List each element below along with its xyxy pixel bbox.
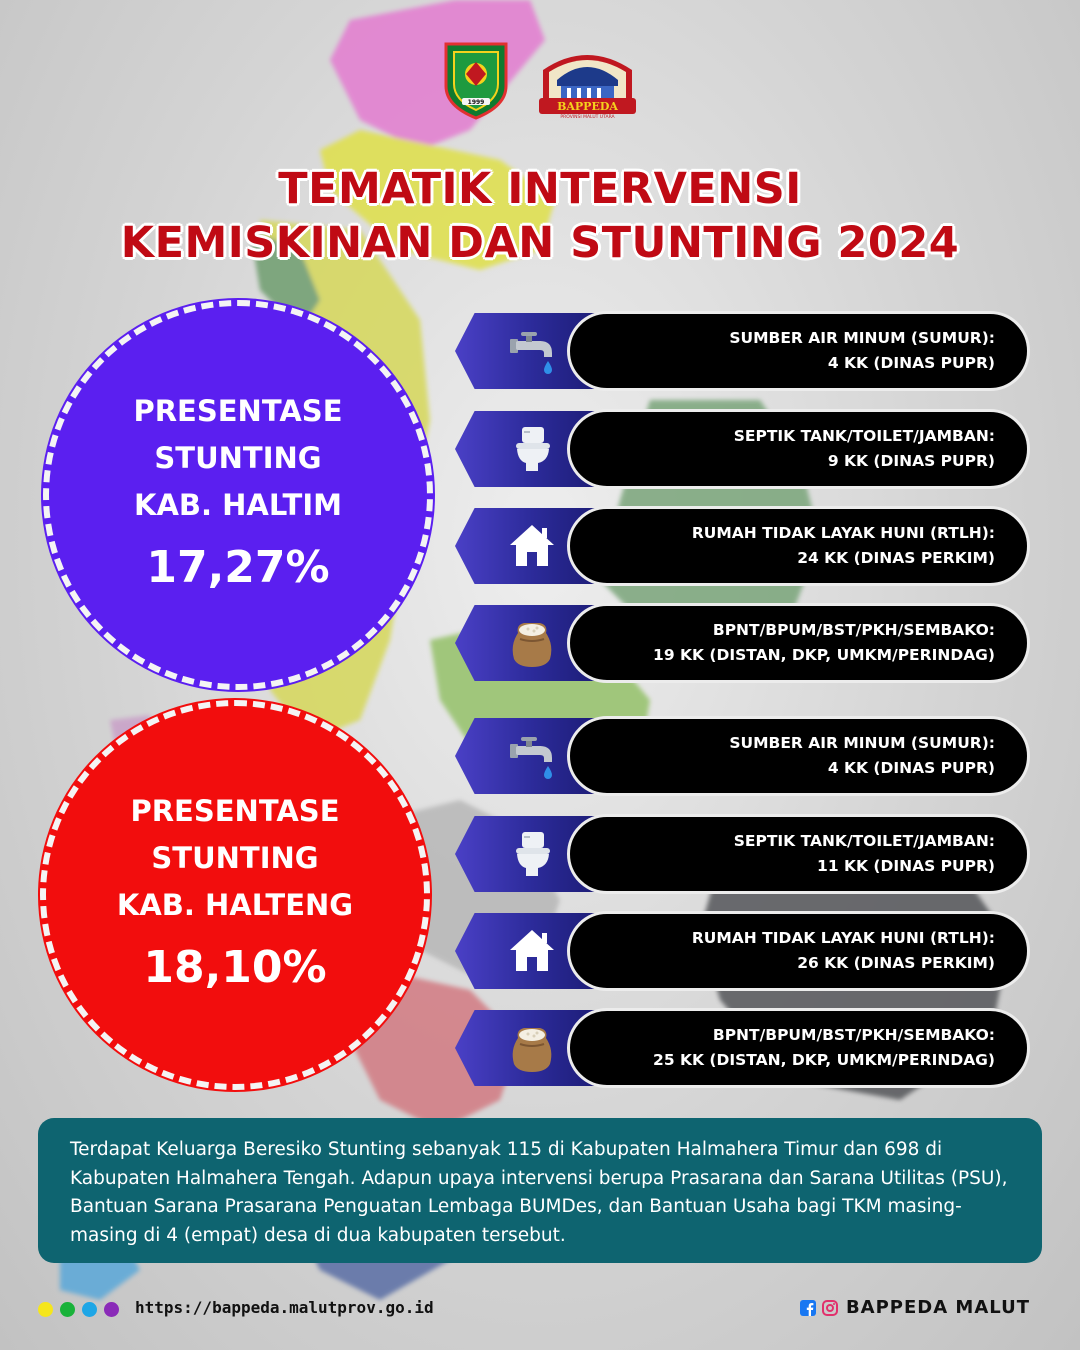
haltim-toilet-label: SEPTIK TANK/TOILET/JAMBAN: <box>733 427 995 445</box>
haltim-percentage: 17,27% <box>146 541 330 593</box>
halteng-stunting-circle <box>40 700 430 1090</box>
social-handle[interactable] <box>800 1297 1030 1318</box>
bappeda-logo <box>535 40 640 120</box>
haltim-water-label: SUMBER AIR MINUM (SUMUR): <box>729 329 995 347</box>
page-title <box>0 162 1080 270</box>
haltim-item-house <box>455 508 1035 584</box>
seal-year-text: 1999 <box>467 99 485 106</box>
halteng-percentage: 18,10% <box>143 941 327 993</box>
title-line-1: TEMATIK INTERVENSI <box>278 164 802 214</box>
haltim-aid-label: BPNT/BPUM/BST/PKH/SEMBAKO: <box>712 621 995 639</box>
halteng-house-value: 26 KK (DINAS PERKIM) <box>797 954 995 972</box>
haltim-item-toilet <box>455 411 1035 487</box>
haltim-label-line-2: STUNTING <box>154 440 322 475</box>
haltim-water-value: 4 KK (DINAS PUPR) <box>827 354 995 372</box>
color-dots <box>38 1302 119 1317</box>
halteng-toilet-value: 11 KK (DINAS PUPR) <box>817 857 995 875</box>
logo-area <box>0 40 1080 120</box>
dot-blue <box>82 1302 97 1317</box>
rice-sack-icon <box>506 617 558 669</box>
house-icon <box>506 925 558 977</box>
dot-yellow <box>38 1302 53 1317</box>
toilet-icon <box>506 423 558 475</box>
info-box <box>38 1118 1042 1263</box>
province-seal-logo <box>440 40 512 120</box>
halteng-aid-label: BPNT/BPUM/BST/PKH/SEMBAKO: <box>712 1026 995 1044</box>
halteng-house-label: RUMAH TIDAK LAYAK HUNI (RTLH): <box>691 929 995 947</box>
water-tap-icon <box>506 730 558 782</box>
halteng-label-line-3: KAB. HALTENG <box>116 887 354 922</box>
footer <box>0 1297 1080 1321</box>
social-handle-text[interactable]: BAPPEDA MALUT <box>845 1297 1030 1318</box>
halteng-item-aid <box>455 1010 1035 1086</box>
haltim-stunting-circle <box>43 300 433 690</box>
halteng-water-label: SUMBER AIR MINUM (SUMUR): <box>729 734 995 752</box>
bappeda-logo-subtext: PROVINSI MALUT UTARA <box>560 115 615 120</box>
haltim-label-line-3: KAB. HALTIM <box>134 487 342 522</box>
halteng-item-house <box>455 913 1035 989</box>
halteng-label-line-1: PRESENTASE <box>130 793 340 828</box>
dot-purple <box>104 1302 119 1317</box>
house-icon <box>506 520 558 572</box>
facebook-icon[interactable] <box>800 1300 816 1316</box>
halteng-water-value: 4 KK (DINAS PUPR) <box>827 759 995 777</box>
toilet-icon <box>506 828 558 880</box>
halteng-aid-value: 25 KK (DISTAN, DKP, UMKM/PERINDAG) <box>653 1051 995 1069</box>
halteng-item-water <box>455 718 1035 794</box>
dot-green <box>60 1302 75 1317</box>
haltim-house-value: 24 KK (DINAS PERKIM) <box>797 549 995 567</box>
bappeda-logo-text: BAPPEDA <box>557 100 618 113</box>
instagram-icon[interactable] <box>822 1300 838 1316</box>
rice-sack-icon <box>506 1022 558 1074</box>
water-tap-icon <box>506 325 558 377</box>
halteng-toilet-label: SEPTIK TANK/TOILET/JAMBAN: <box>733 832 995 850</box>
haltim-item-water <box>455 313 1035 389</box>
haltim-house-label: RUMAH TIDAK LAYAK HUNI (RTLH): <box>691 524 995 542</box>
info-text: Terdapat Keluarga Beresiko Stunting sebanyak 115 di Kabupaten Halmahera Timur dan 698 di Kabupaten Halmahera Tengah. Adapun upaya intervensi berupa Prasarana dan Sarana Utilitas (PSU), Bantuan Sarana Prasarana Penguatan Lembaga BUMDes, dan Bantuan Usaha bagi TKM masing-masing di 4 (empat) desa di dua kabupaten tersebut. <box>70 1139 1008 1246</box>
website-link[interactable]: https://bappeda.malutprov.go.id <box>135 1298 434 1317</box>
halteng-label-line-2: STUNTING <box>151 840 319 875</box>
haltim-label-line-1: PRESENTASE <box>133 393 343 428</box>
title-line-2: KEMISKINAN DAN STUNTING 2024 <box>120 218 960 268</box>
haltim-aid-value: 19 KK (DISTAN, DKP, UMKM/PERINDAG) <box>653 646 995 664</box>
haltim-item-aid <box>455 605 1035 681</box>
haltim-toilet-value: 9 KK (DINAS PUPR) <box>827 452 995 470</box>
halteng-item-toilet <box>455 816 1035 892</box>
